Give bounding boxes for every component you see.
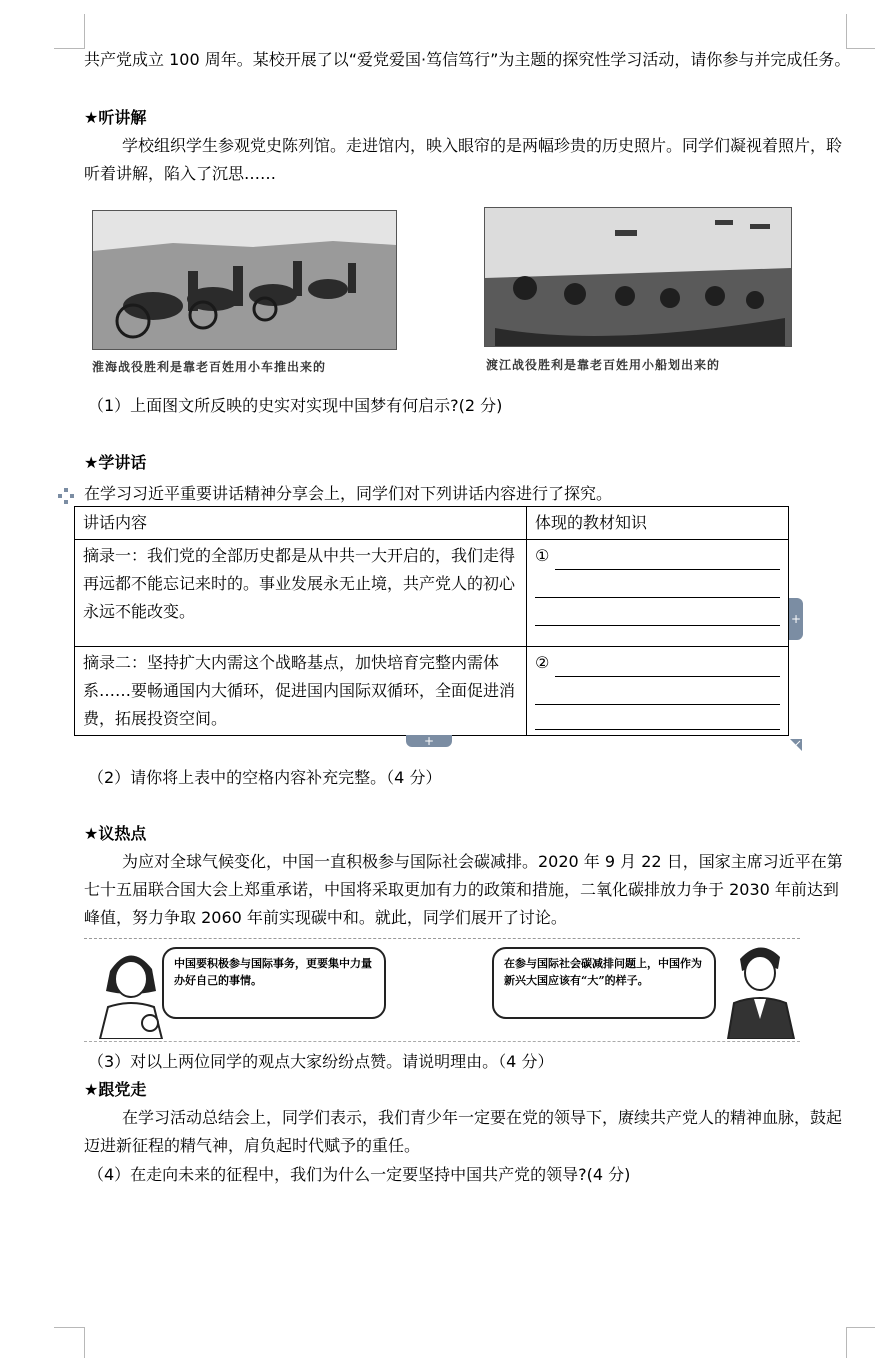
- crop-mark-top-left: [54, 14, 85, 49]
- crop-mark-bottom-right: [846, 1327, 875, 1358]
- answer-cell-2[interactable]: [527, 647, 789, 736]
- answer-blank-line[interactable]: [535, 677, 780, 705]
- table-header-knowledge: 体现的教材知识: [527, 507, 789, 540]
- table-row: [75, 647, 789, 736]
- answer-blank-line[interactable]: [555, 542, 780, 570]
- question-1: （1）上面图文所反映的史实对实现中国梦有何启示?(2 分): [88, 396, 503, 415]
- photo-right-caption: 渡江战役胜利是靠老百姓用小船划出来的: [486, 358, 721, 372]
- question-3: （3）对以上两位同学的观点大家纷纷点赞。请说明理由。（4 分）: [88, 1052, 554, 1071]
- speech-bubble-left: 中国要积极参与国际事务，更要集中力量办好自己的事情。: [162, 947, 386, 1019]
- section-heading-study: ★学讲话: [84, 453, 147, 472]
- section-heading-listen: ★听讲解: [84, 108, 147, 127]
- answer-blank-line[interactable]: [535, 705, 780, 730]
- section1-paragraph: 学校组织学生参观党史陈列馆。走进馆内，映入眼帘的是两幅珍贵的历史照片。同学们凝视着照片，聆听着讲解，陷入了沉思……: [84, 136, 843, 183]
- section4-paragraph: 在学习活动总结会上，同学们表示，我们青少年一定要在党的领导下，赓续共产党人的精神血脉，鼓起迈进新征程的精气神，肩负起时代赋予的重任。: [84, 1108, 843, 1155]
- speech-bubble-right: 在参与国际社会碳减排问题上，中国作为新兴大国应该有“大”的样子。: [492, 947, 716, 1019]
- student-boy-illustration: [720, 939, 800, 1039]
- student-girl-illustration: [90, 941, 170, 1039]
- intro-paragraph: 共产党成立 100 周年。某校开展了以“爱党爱国·笃信笃行”为主题的探究性学习活动，请你参与并完成任务。: [84, 50, 851, 69]
- photo-huaihai-illustration: [93, 211, 396, 349]
- add-column-button[interactable]: +: [789, 598, 803, 640]
- photo-left-caption: 淮海战役胜利是靠老百姓用小车推出来的: [92, 360, 327, 374]
- question-4: （4）在走向未来的征程中，我们为什么一定要坚持中国共产党的领导?(4 分): [88, 1165, 631, 1184]
- excerpt-2: 摘录二：坚持扩大内需这个战略基点，加快培育完整内需体系……要畅通国内大循环，促进国内国际双循环，全面促进消费，拓展投资空间。: [75, 647, 527, 736]
- answer-marker-2: ②: [535, 653, 550, 672]
- section3-paragraph: 为应对全球气候变化，中国一直积极参与国际社会碳减排。2020 年 9 月 22 日，国家主席习近平在第七十五届联合国大会上郑重承诺，中国将采取更加有力的政策和措施，二氧化碳排放力争于 2030 年前达到峰值，努力争取 2060 年前实现碳中和。就此，同学们展开了讨论。: [84, 852, 843, 927]
- photo-yangtze-crossing: [484, 207, 792, 347]
- section-heading-follow: ★跟党走: [84, 1080, 147, 1099]
- answer-marker-1: ①: [535, 546, 550, 565]
- excerpt-1: 摘录一：我们党的全部历史都是从中共一大开启的，我们走得再远都不能忘记来时的。事业发展永无止境，共产党人的初心永远不能改变。: [75, 540, 527, 647]
- question-2: （2）请你将上表中的空格内容补充完整。（4 分）: [88, 768, 442, 787]
- table-row: [75, 540, 789, 647]
- crop-mark-bottom-left: [54, 1327, 85, 1358]
- table-move-handle-icon[interactable]: [58, 488, 74, 504]
- answer-cell-1[interactable]: [527, 540, 789, 647]
- answer-blank-line[interactable]: [555, 649, 780, 677]
- section-heading-discuss: ★议热点: [84, 824, 147, 843]
- speech-table: [74, 506, 789, 736]
- add-row-button[interactable]: +: [406, 735, 452, 747]
- section2-paragraph: 在学习习近平重要讲话精神分享会上，同学们对下列讲话内容进行了探究。: [84, 484, 613, 503]
- cartoon-strip: [84, 938, 800, 1042]
- table-header-content: 讲话内容: [75, 507, 527, 540]
- answer-blank-line[interactable]: [535, 570, 780, 598]
- photo-yangtze-illustration: [485, 208, 791, 346]
- photo-huaihai-battle: [92, 210, 397, 350]
- crop-mark-top-right: [846, 14, 875, 49]
- answer-blank-line[interactable]: [535, 598, 780, 626]
- table-resize-icon[interactable]: [790, 736, 802, 748]
